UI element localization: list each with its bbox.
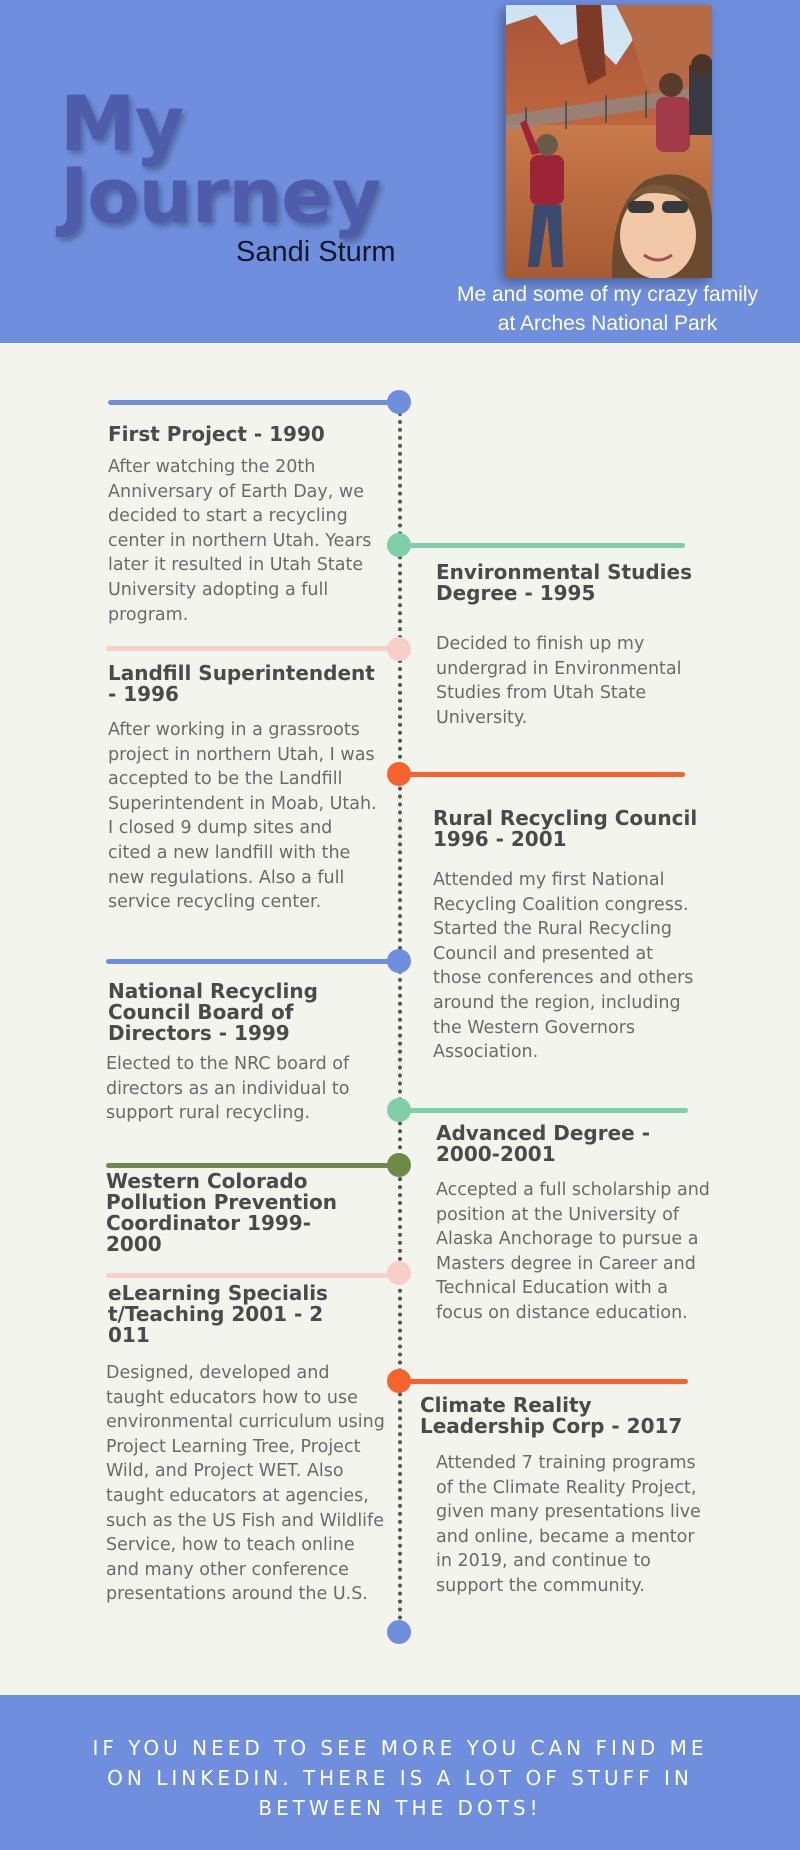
header-banner: [0, 0, 800, 343]
timeline-connector-2: [408, 543, 685, 548]
event-title-climate-reality: Climate Reality Leadership Corp - 2017: [420, 1393, 683, 1438]
event-text-advanced-degree: Accepted a full scholarship and position at the University of Alaska Anchorage to pursue a Masters degree in Career and Technical Education with a focus on distance education.: [436, 1180, 710, 1323]
timeline-connector-6: [408, 1108, 688, 1113]
author-name: Sandi Sturm: [236, 236, 396, 268]
photo-caption: [430, 280, 785, 338]
event-title-nrc-board: National Recycling Council Board of Directors - 1999: [108, 979, 318, 1045]
caption-line-1: Me and some of my crazy family: [456, 283, 759, 306]
timeline-dot-9: [387, 1369, 411, 1393]
event-text-rural-recycling: Attended my first National Recycling Coalition congress. Started the Rural Recycling Council and presented at those conferences and others around the region, including the Western Governors Association.: [433, 870, 694, 1063]
timeline-connector-3: [106, 646, 392, 651]
timeline-dot-5: [387, 949, 411, 973]
event-text-elearning: Designed, developed and taught educators how to use environmental curriculum using Project Learning Tree, Project Wild, and Project WET. Also taught educators at agencies, such as the US Fish and Wildlife Service, how to teach online and many other conference presentations around the U.S.: [106, 1363, 385, 1605]
family-photo: [506, 5, 712, 278]
event-title-landfill-superintendent: Landfill Superintendent - 1996: [108, 661, 375, 706]
event-title-elearning: eLearning Specialist/Teaching 2001 - 2011: [108, 1281, 328, 1347]
timeline-dot-7: [387, 1153, 411, 1177]
event-title-first-project: First Project - 1990: [108, 422, 325, 446]
event-text-first-project: After watching the 20th Anniversary of Earth Day, we decided to start a recycling center in northern Utah. Years later it resulted in Utah State University adopting a full program.: [108, 457, 372, 625]
timeline-connector-5: [106, 959, 392, 964]
event-title-western-colorado: Western Colorado Pollution Prevention Coordinator 1999- 2000: [106, 1169, 338, 1256]
page-title: [60, 79, 381, 240]
timeline-end-dot: [387, 1620, 411, 1644]
timeline-connector-7: [106, 1163, 392, 1168]
event-title-rural-recycling: Rural Recycling Council 1996 - 2001: [433, 806, 698, 851]
timeline-connector-4: [408, 772, 685, 777]
timeline-dot-3: [387, 637, 411, 661]
timeline-connector-8: [106, 1273, 392, 1278]
footer-banner: [0, 1695, 800, 1850]
timeline-connector-9: [408, 1379, 688, 1384]
timeline-dot-1: [387, 390, 411, 414]
footer-linkedin-message: IF YOU NEED TO SEE MORE YOU CAN FIND ME ON LINKEDIN. THERE IS A LOT OF STUFF IN BETWEEN THE DOTS!: [92, 1736, 708, 1820]
title-line-1: My: [60, 79, 184, 168]
event-title-environmental-studies: Environmental Studies Degree - 1995: [436, 560, 692, 605]
event-text-climate-reality: Attended 7 training programs of the Climate Reality Project, given many presentations live and online, became a mentor in 2019, and continue to support the community.: [436, 1453, 701, 1596]
caption-line-2: at Arches National Park: [497, 312, 718, 335]
event-text-nrc-board: Elected to the NRC board of directors as an individual to support rural recycling.: [106, 1054, 350, 1124]
timeline-dot-2: [387, 533, 411, 557]
timeline-dot-4: [387, 762, 411, 786]
timeline-dot-6: [387, 1098, 411, 1122]
timeline-axis: [398, 404, 402, 1629]
timeline-dot-8: [387, 1261, 411, 1285]
title-line-2: Journey: [60, 151, 381, 240]
timeline-connector-1: [108, 400, 392, 405]
event-title-advanced-degree: Advanced Degree - 2000-2001: [436, 1121, 651, 1166]
event-text-landfill-superintendent: After working in a grassroots project in northern Utah, I was accepted to be the Landfill Superintendent in Moab, Utah. I closed 9 dump sites and cited a new landfill with the new regulations. Also a full service recycling center.: [108, 720, 377, 913]
event-text-environmental-studies: Decided to finish up my undergrad in Environmental Studies from Utah State University.: [436, 634, 682, 728]
